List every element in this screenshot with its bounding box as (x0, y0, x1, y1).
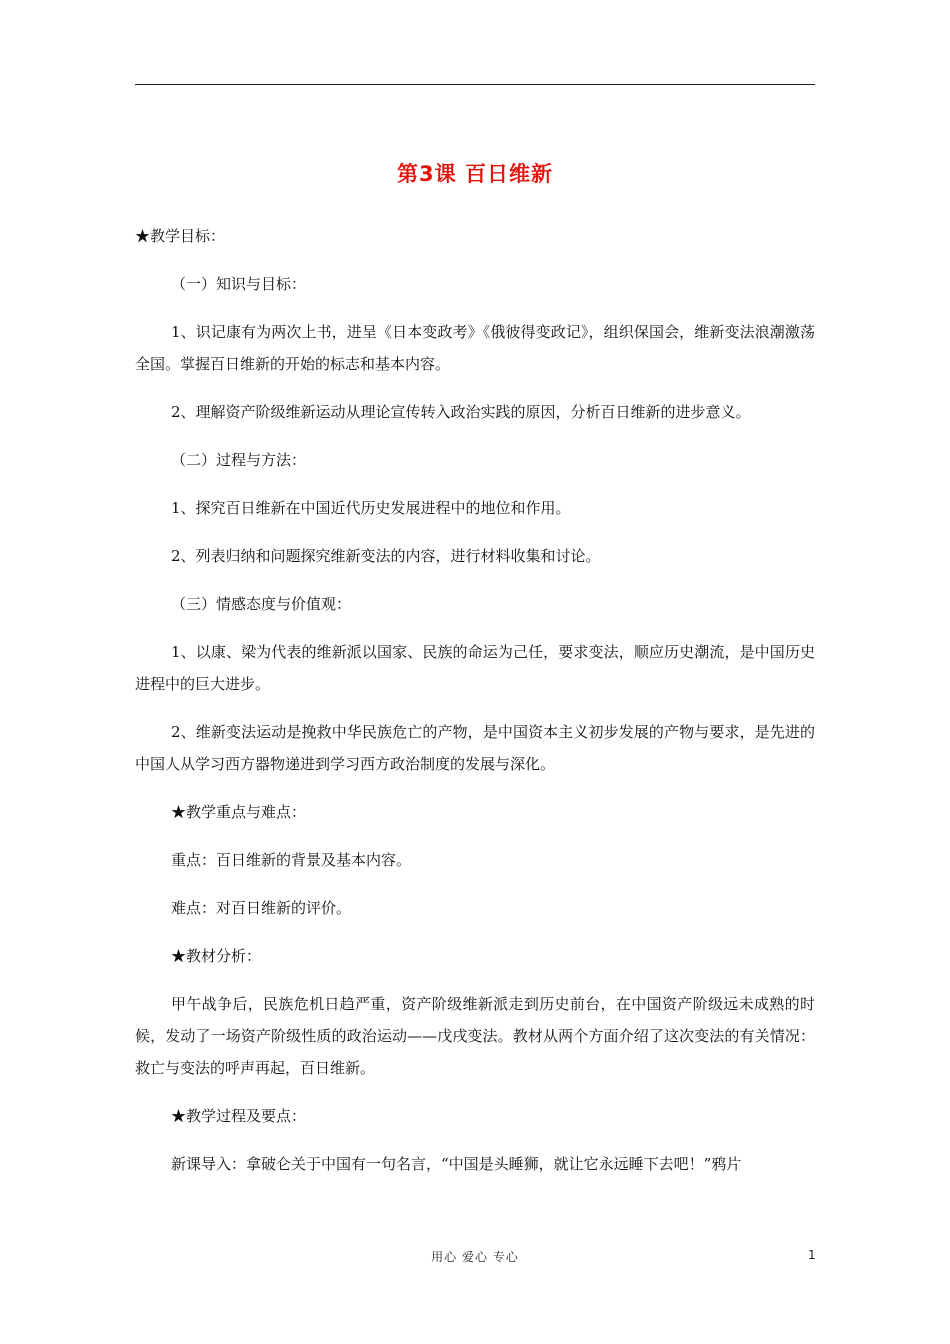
paragraph-values-2: 2、维新变法运动是挽救中华民族危亡的产物，是中国资本主义初步发展的产物与要求，是先进的中国人从学习西方器物递进到学习西方政治制度的发展与深化。 (135, 723, 815, 773)
section-heading-objectives: ★教学目标： (135, 227, 226, 245)
paragraph-difficulty: 难点：对百日维新的评价。 (171, 899, 352, 917)
paragraph-knowledge-1: 1、识记康有为两次上书，进呈《日本变政考》《俄彼得变政记》，组织保国会，维新变法浪潮激荡全国。掌握百日维新的开始的标志和基本内容。 (135, 323, 815, 373)
section-heading-process-points: ★教学过程及要点： (171, 1107, 307, 1125)
section-heading-material: ★教材分析： (171, 947, 262, 965)
page-footer: 用心 爱心 专心 (431, 1250, 519, 1264)
paragraph-process-2: 2、列表归纳和问题探究维新变法的内容，进行材料收集和讨论。 (171, 547, 601, 565)
subheading-values: （三）情感态度与价值观： (171, 595, 352, 613)
paragraph-key-point: 重点：百日维新的背景及基本内容。 (171, 851, 412, 869)
paragraph-process-1: 1、探究百日维新在中国近代历史发展进程中的地位和作用。 (171, 499, 571, 517)
paragraph-values-1: 1、以康、梁为代表的维新派以国家、民族的命运为己任，要求变法，顺应历史潮流，是中国历史进程中的巨大进步。 (135, 643, 815, 693)
paragraph-material-analysis: 甲午战争后，民族危机日趋严重，资产阶级维新派走到历史前台，在中国资产阶级远未成熟的时候，发动了一场资产阶级性质的政治运动——戊戌变法。教材从两个方面介绍了这次变法的有关情况：救亡与变法的呼声再起，百日维新。 (135, 995, 815, 1077)
page-title: 第3课 百日维新 (397, 162, 553, 186)
section-heading-key-points: ★教学重点与难点： (171, 803, 307, 821)
page-number: 1 (808, 1248, 816, 1262)
subheading-knowledge: （一）知识与目标： (171, 275, 307, 293)
paragraph-knowledge-2: 2、理解资产阶级维新运动从理论宣传转入政治实践的原因，分析百日维新的进步意义。 (171, 403, 751, 421)
subheading-process: （二）过程与方法： (171, 451, 307, 469)
paragraph-introduction: 新课导入：拿破仑关于中国有一句名言，“中国是头睡狮，就让它永远睡下去吧！”鸦片 (171, 1155, 742, 1173)
header-rule (135, 84, 815, 85)
document-body (135, 220, 815, 1180)
